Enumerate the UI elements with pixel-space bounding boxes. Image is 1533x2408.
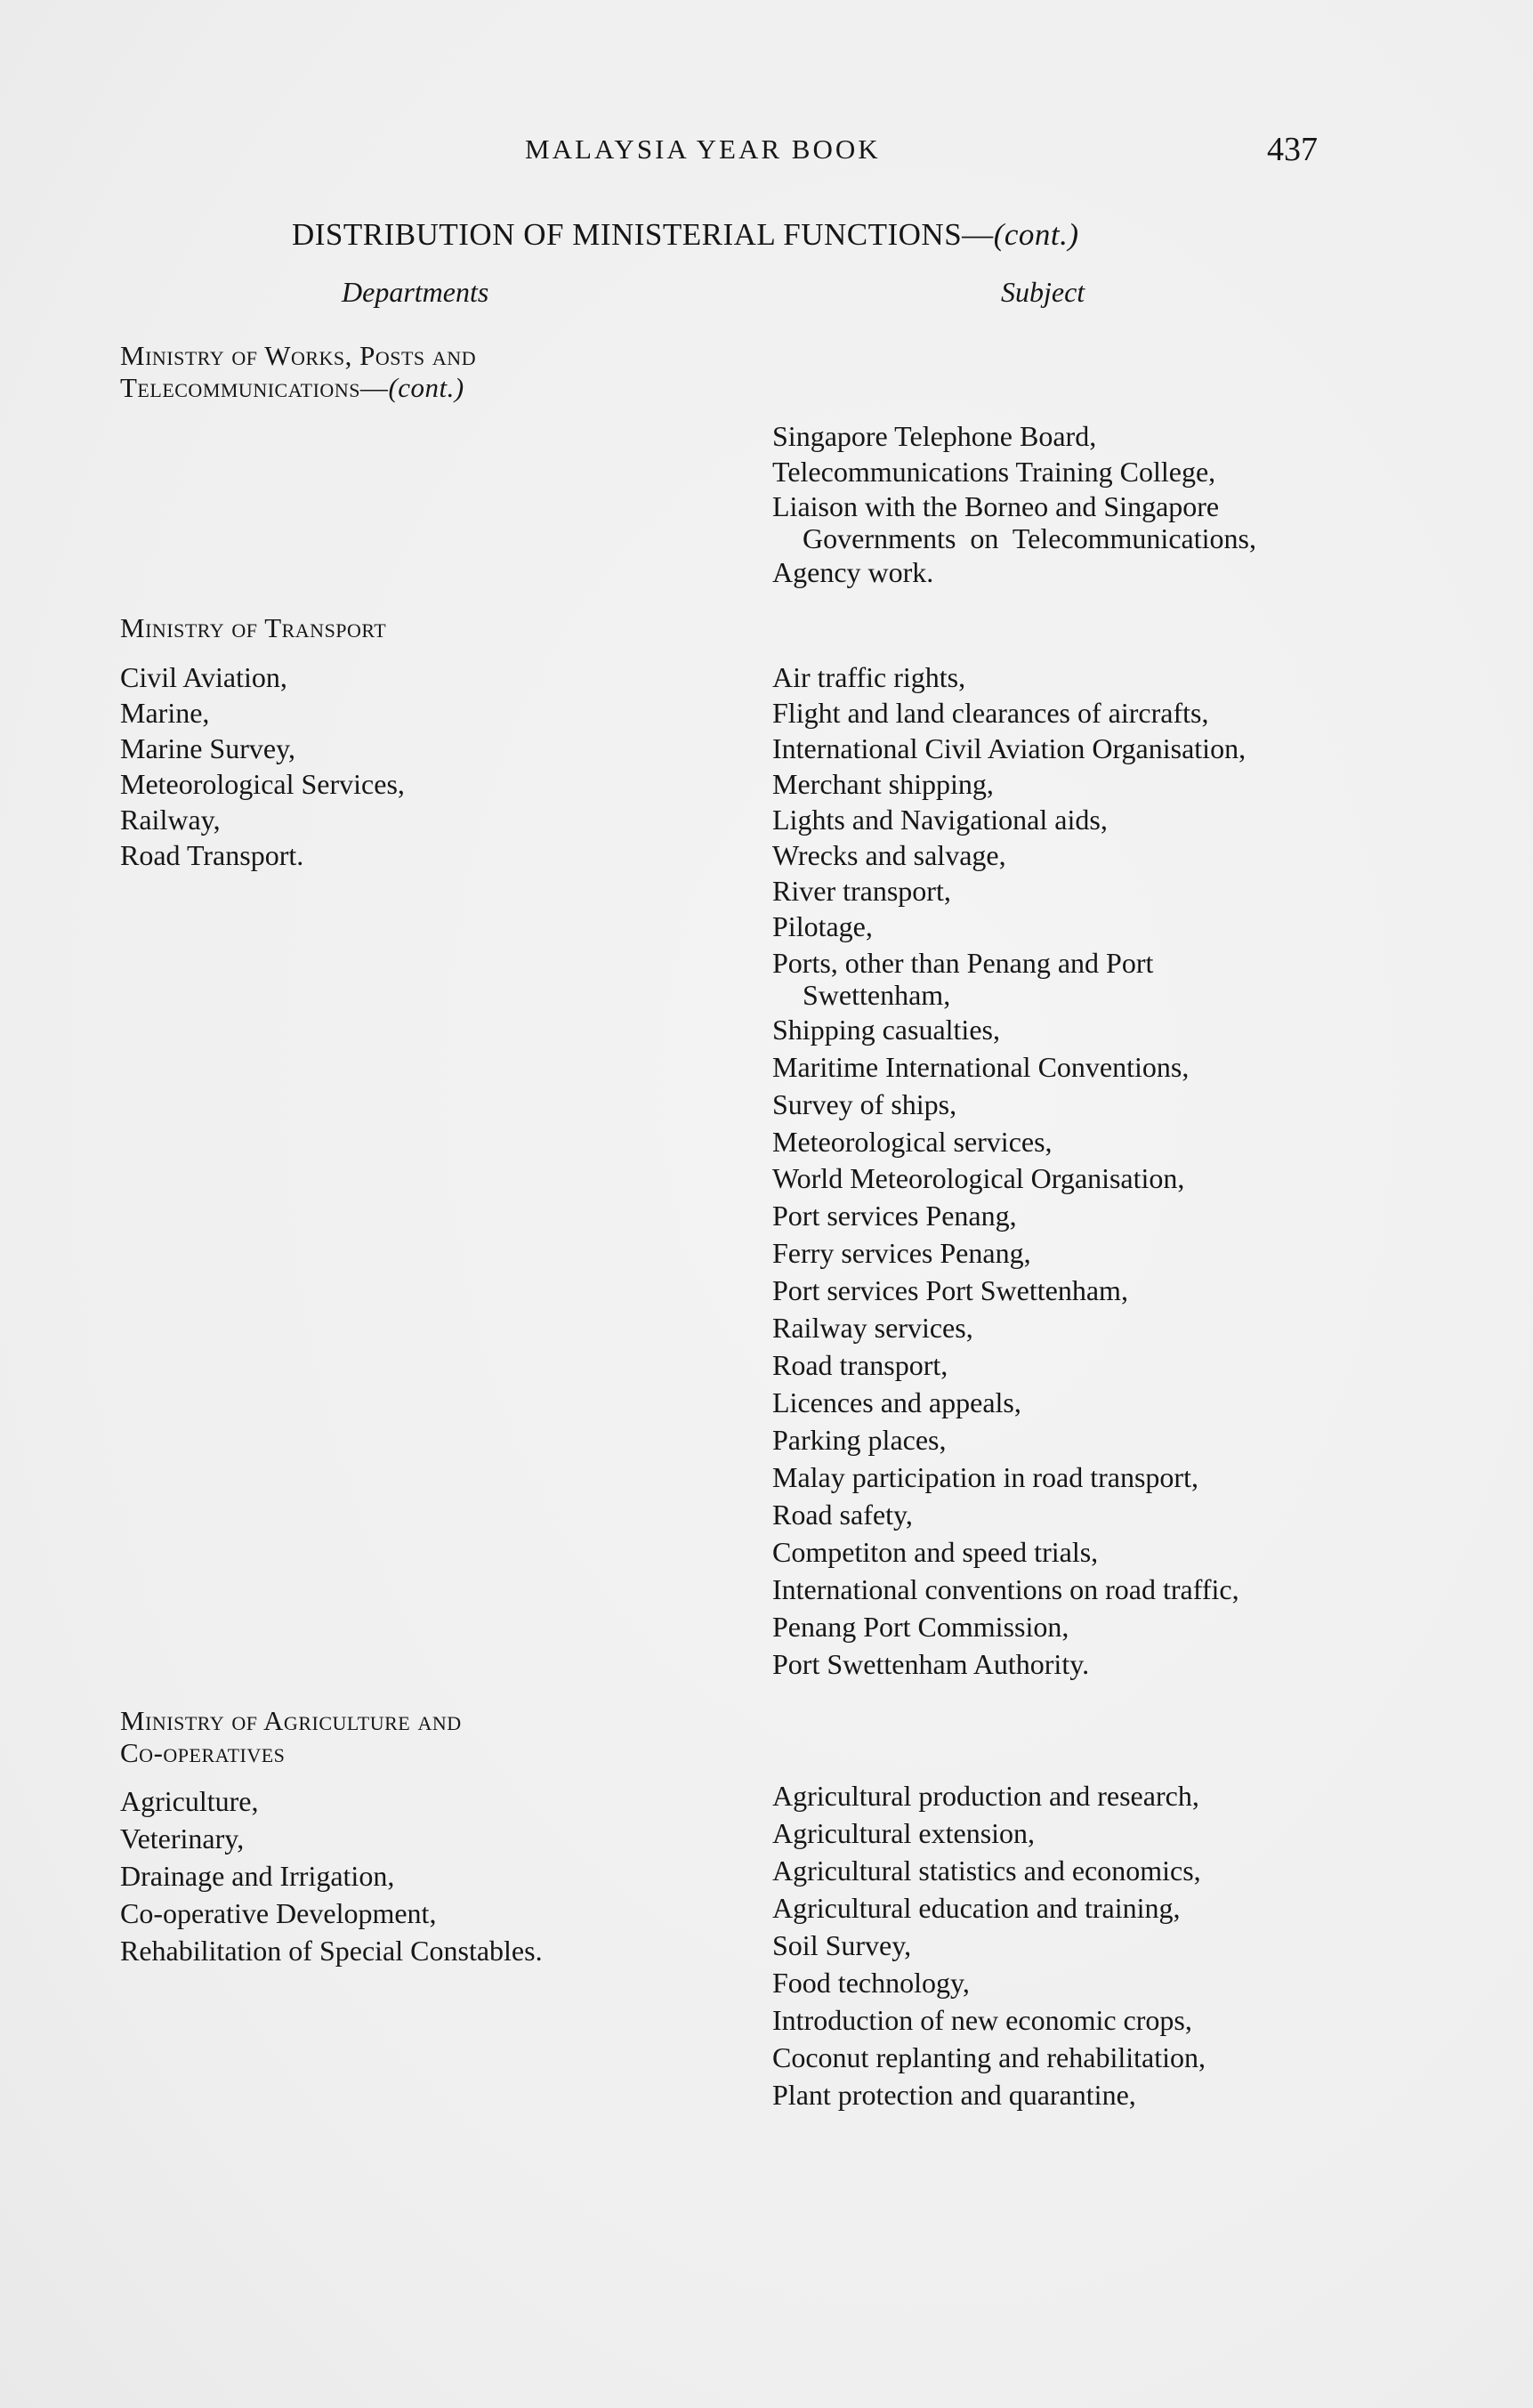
department-item: Marine, (120, 697, 210, 729)
department-item: Drainage and Irrigation, (120, 1860, 395, 1892)
ministry-heading: Ministry of Works, Posts and (120, 340, 477, 371)
title-main: DISTRIBUTION OF MINISTERIAL FUNCTIONS— (292, 217, 994, 252)
subject-item: Governments on Telecommunications, (803, 522, 1256, 554)
subject-item: Merchant shipping, (772, 768, 994, 800)
subject-item: Road safety, (772, 1499, 913, 1531)
subject-item: Introduction of new economic crops, (772, 2004, 1192, 2036)
subject-item: Agricultural education and training, (772, 1892, 1181, 1924)
ministry-heading: Ministry of Agriculture and (120, 1705, 462, 1736)
subject-item: Coconut replanting and rehabilitation, (772, 2041, 1206, 2073)
ministry-heading (120, 374, 464, 401)
subject-item: Swettenham, (803, 979, 951, 1011)
subject-item: Port services Penang, (772, 1200, 1017, 1232)
department-item: Meteorological Services, (120, 768, 405, 800)
column-header-departments: Departments (342, 276, 489, 308)
subject-item: Railway services, (772, 1312, 973, 1344)
subject-item: Ferry services Penang, (772, 1237, 1031, 1269)
subject-item: Soil Survey, (772, 1929, 912, 1961)
subject-item: Road transport, (772, 1349, 948, 1381)
subject-item: Telecommunications Training College, (772, 456, 1216, 488)
running-head: MALAYSIA YEAR BOOK (525, 133, 881, 165)
department-item: Railway, (120, 804, 221, 836)
subject-item: Flight and land clearances of aircrafts, (772, 697, 1209, 729)
subject-item: Shipping casualties, (772, 1014, 1000, 1046)
subject-item: Maritime International Conventions, (772, 1051, 1190, 1083)
department-item: Marine Survey, (120, 732, 295, 764)
subject-item: Licences and appeals, (772, 1386, 1021, 1418)
subject-item: Agency work. (772, 556, 934, 588)
subject-item: River transport, (772, 875, 951, 907)
page-number: 437 (1267, 131, 1318, 168)
subject-item: Lights and Navigational aids, (772, 804, 1108, 836)
department-item: Rehabilitation of Special Constables. (120, 1935, 543, 1967)
subject-item: Liaison with the Borneo and Singapore (772, 490, 1220, 522)
subject-item: Plant protection and quarantine, (772, 2079, 1136, 2111)
subject-item: Food technology, (772, 1967, 970, 1999)
column-header-subject: Subject (1001, 276, 1085, 308)
subject-item: Survey of ships, (772, 1088, 957, 1120)
subject-item: Penang Port Commission, (772, 1611, 1069, 1643)
subject-item: International conventions on road traffic, (772, 1573, 1239, 1605)
department-item: Veterinary, (120, 1822, 245, 1854)
subject-item: Port Swettenham Authority. (772, 1648, 1090, 1680)
ministry-heading: Co-operatives (120, 1737, 286, 1768)
subject-item: Agricultural extension, (772, 1817, 1036, 1849)
subject-item: Agricultural production and research, (772, 1780, 1199, 1812)
ministry-heading-suffix: (cont.) (388, 372, 464, 403)
ministry-heading: Ministry of Transport (120, 612, 387, 643)
subject-item: Parking places, (772, 1424, 947, 1456)
subject-item: Singapore Telephone Board, (772, 420, 1097, 452)
subject-item: Port services Port Swettenham, (772, 1274, 1128, 1306)
page-title (292, 217, 1079, 253)
subject-item: World Meteorological Organisation, (772, 1162, 1185, 1194)
department-item: Agriculture, (120, 1785, 259, 1817)
department-item: Road Transport. (120, 839, 304, 871)
subject-item: Competiton and speed trials, (772, 1536, 1099, 1568)
subject-item: Malay participation in road transport, (772, 1461, 1198, 1493)
subject-item: Ports, other than Penang and Port (772, 947, 1154, 979)
department-item: Civil Aviation, (120, 661, 287, 693)
subject-item: Wrecks and salvage, (772, 839, 1006, 871)
title-suffix: (cont.) (993, 217, 1079, 252)
subject-item: Meteorological services, (772, 1126, 1053, 1158)
department-item: Co-operative Development, (120, 1897, 437, 1929)
subject-item: Agricultural statistics and economics, (772, 1854, 1201, 1887)
subject-item: Pilotage, (772, 910, 873, 942)
ministry-heading-text: Telecommunications— (120, 372, 389, 403)
subject-item: International Civil Aviation Organisation, (772, 732, 1247, 764)
subject-item: Air traffic rights, (772, 661, 966, 693)
